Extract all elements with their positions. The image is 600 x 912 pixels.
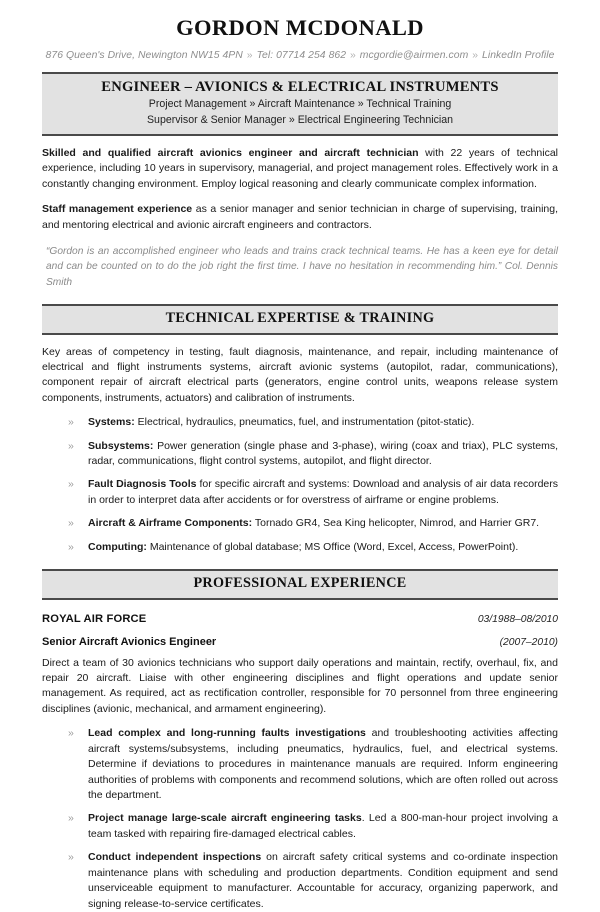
- contact-phone: Tel: 07714 254 862: [256, 49, 347, 61]
- section-banner-professional-experience: [42, 569, 558, 599]
- contact-email[interactable]: mcgordie@airmen.com: [359, 49, 469, 61]
- contact-line: [42, 50, 558, 61]
- job-title-row: [42, 636, 558, 648]
- summary-paragraph-2: [42, 202, 558, 233]
- list-item: [42, 726, 558, 803]
- contact-separator-icon: »: [472, 49, 479, 61]
- bullet-guillemet-icon: »: [68, 851, 74, 864]
- summary-paragraph-1-text: with 22 years of technical experience, including 10 years in supervisory, managerial, and project management roles. Effectively work in a constantly changing environment. Employ logical reasoning and clearly communicate complex information.: [42, 147, 559, 190]
- list-item: [42, 415, 558, 430]
- summary-paragraph-1-lead: Skilled and qualified aircraft avionics engineer and aircraft technician: [42, 147, 419, 160]
- job-period: (2007–2010): [499, 636, 558, 648]
- job-bullet-list: [42, 726, 558, 912]
- list-item-text: Power generation (single phase and 3-phase), wiring (coax and triax), PLC systems, radar, communications, flight control systems, autopilot, and flight director.: [88, 439, 558, 468]
- list-item-text: and troubleshooting activities affecting aircraft systems/subsystems, including pneumatics, hydraulics, fuel, and electrical systems. Determine if deviations to procedures in maintenance manuals are required. Inform engineering authorities of problems with components and recommend solutions, which are often rolled out across the department.: [88, 727, 558, 801]
- list-item-lead: Lead complex and long-running faults investigations: [88, 727, 366, 740]
- section-title-technical-expertise: TECHNICAL EXPERTISE & TRAINING: [165, 310, 435, 327]
- job-description: Direct a team of 30 avionics technicians who support daily operations and maintain, rectify, overhaul, fix, and repair 20 aircraft. Liaise with other engineering disciplines and flight operations and update senior management. As required, act as rectification controller, responsible for 70 personnel from three engineering disciplines (avionic, mechanical, and armament engineering).: [42, 656, 558, 715]
- contact-linkedin-link[interactable]: LinkedIn Profile: [482, 49, 555, 61]
- headline-subtitle-line-1: Project Management » Aircraft Maintenance » Technical Training: [148, 97, 452, 110]
- list-item: [42, 477, 558, 508]
- bullet-guillemet-icon: »: [68, 416, 74, 429]
- summary-paragraph-2-text: as a senior manager and senior technician in charge of supervising, training, and mentoring electrical and avionic aircraft engineers and contractors.: [42, 203, 558, 231]
- job-title: Senior Aircraft Avionics Engineer: [42, 635, 217, 648]
- list-item-text: Electrical, hydraulics, pneumatics, fuel, and instrumentation (pitot-static).: [134, 416, 475, 429]
- list-item-lead: Aircraft & Airframe Components:: [88, 517, 253, 530]
- list-item-lead: Project manage large-scale aircraft engineering tasks: [88, 812, 362, 825]
- list-item-text: Tornado GR4, Sea King helicopter, Nimrod, and Harrier GR7.: [252, 517, 540, 530]
- testimonial-quote: “Gordon is an accomplished engineer who leads and trains crack technical teams. He has a keen eye for detail and can be counted on to do the job right the first time. I have no hesitation in recommending him.” Col. Dennis Smith: [46, 246, 558, 288]
- list-item-lead: Systems:: [88, 416, 135, 429]
- list-item-lead: Subsystems:: [88, 439, 154, 452]
- technical-expertise-intro: Key areas of competency in testing, fault diagnosis, maintenance, and repair, including maintenance of electrical and flight instruments systems, aircraft avionic systems (autopilot, radar, communications), component repair of aircraft electrical parts (generators, engine control units, weapons release system components, instruments, actuators) and calibration of instruments.: [42, 345, 558, 404]
- list-item-text: . Led a 800-man-hour project involving a team tasked with repairing fire-damaged electrical cables.: [88, 812, 559, 840]
- contact-separator-icon: »: [350, 49, 356, 61]
- list-item: [42, 811, 558, 842]
- headline-banner: [42, 72, 558, 136]
- list-item: [42, 540, 558, 555]
- bullet-guillemet-icon: »: [68, 812, 74, 825]
- contact-separator-icon: »: [246, 49, 253, 61]
- list-item-text: on aircraft safety critical systems and co-ordinate inspection maintenance plans with scheduling and production departments. Condition equipment and send unserviceable equipment to manufacturer. Accountable for accuracy, organizing paperwork, and signing release-to-service certificates.: [88, 851, 558, 910]
- list-item: [42, 439, 558, 470]
- list-item-text: for specific aircraft and systems: Download and analysis of air data recorders in order to interpret data after accidents or for overstress of airframe or engine problems.: [88, 478, 558, 506]
- employer-row: [42, 613, 558, 625]
- technical-expertise-bullet-list: [42, 415, 558, 555]
- list-item-lead: Fault Diagnosis Tools: [88, 478, 197, 491]
- employer-dates: 03/1988–08/2010: [477, 613, 558, 625]
- summary-paragraph-2-lead: Staff management experience: [42, 203, 193, 216]
- contact-address: 876 Queen's Drive, Newington NW15 4PN: [45, 49, 243, 61]
- summary-paragraph-1: [42, 146, 558, 192]
- list-item: [42, 516, 558, 531]
- bullet-guillemet-icon: »: [68, 478, 74, 491]
- headline-subtitle-line-2: Supervisor & Senior Manager » Electrical Engineering Technician: [146, 114, 453, 127]
- bullet-guillemet-icon: »: [68, 727, 74, 740]
- bullet-guillemet-icon: »: [68, 540, 74, 553]
- list-item-lead: Conduct independent inspections: [88, 851, 262, 864]
- bullet-guillemet-icon: »: [68, 439, 74, 452]
- headline-title: ENGINEER – AVIONICS & ELECTRICAL INSTRUMENTS: [101, 78, 499, 95]
- section-title-professional-experience: PROFESSIONAL EXPERIENCE: [193, 575, 407, 592]
- list-item: [42, 850, 558, 912]
- candidate-name: GORDON MCDONALD: [176, 15, 424, 40]
- list-item-text: Maintenance of global database; MS Office (Word, Excel, Access, PowerPoint).: [146, 540, 519, 553]
- employer-name: ROYAL AIR FORCE: [42, 612, 147, 625]
- list-item-lead: Computing:: [88, 540, 147, 553]
- bullet-guillemet-icon: »: [68, 517, 74, 530]
- section-banner-technical-expertise: [42, 304, 558, 334]
